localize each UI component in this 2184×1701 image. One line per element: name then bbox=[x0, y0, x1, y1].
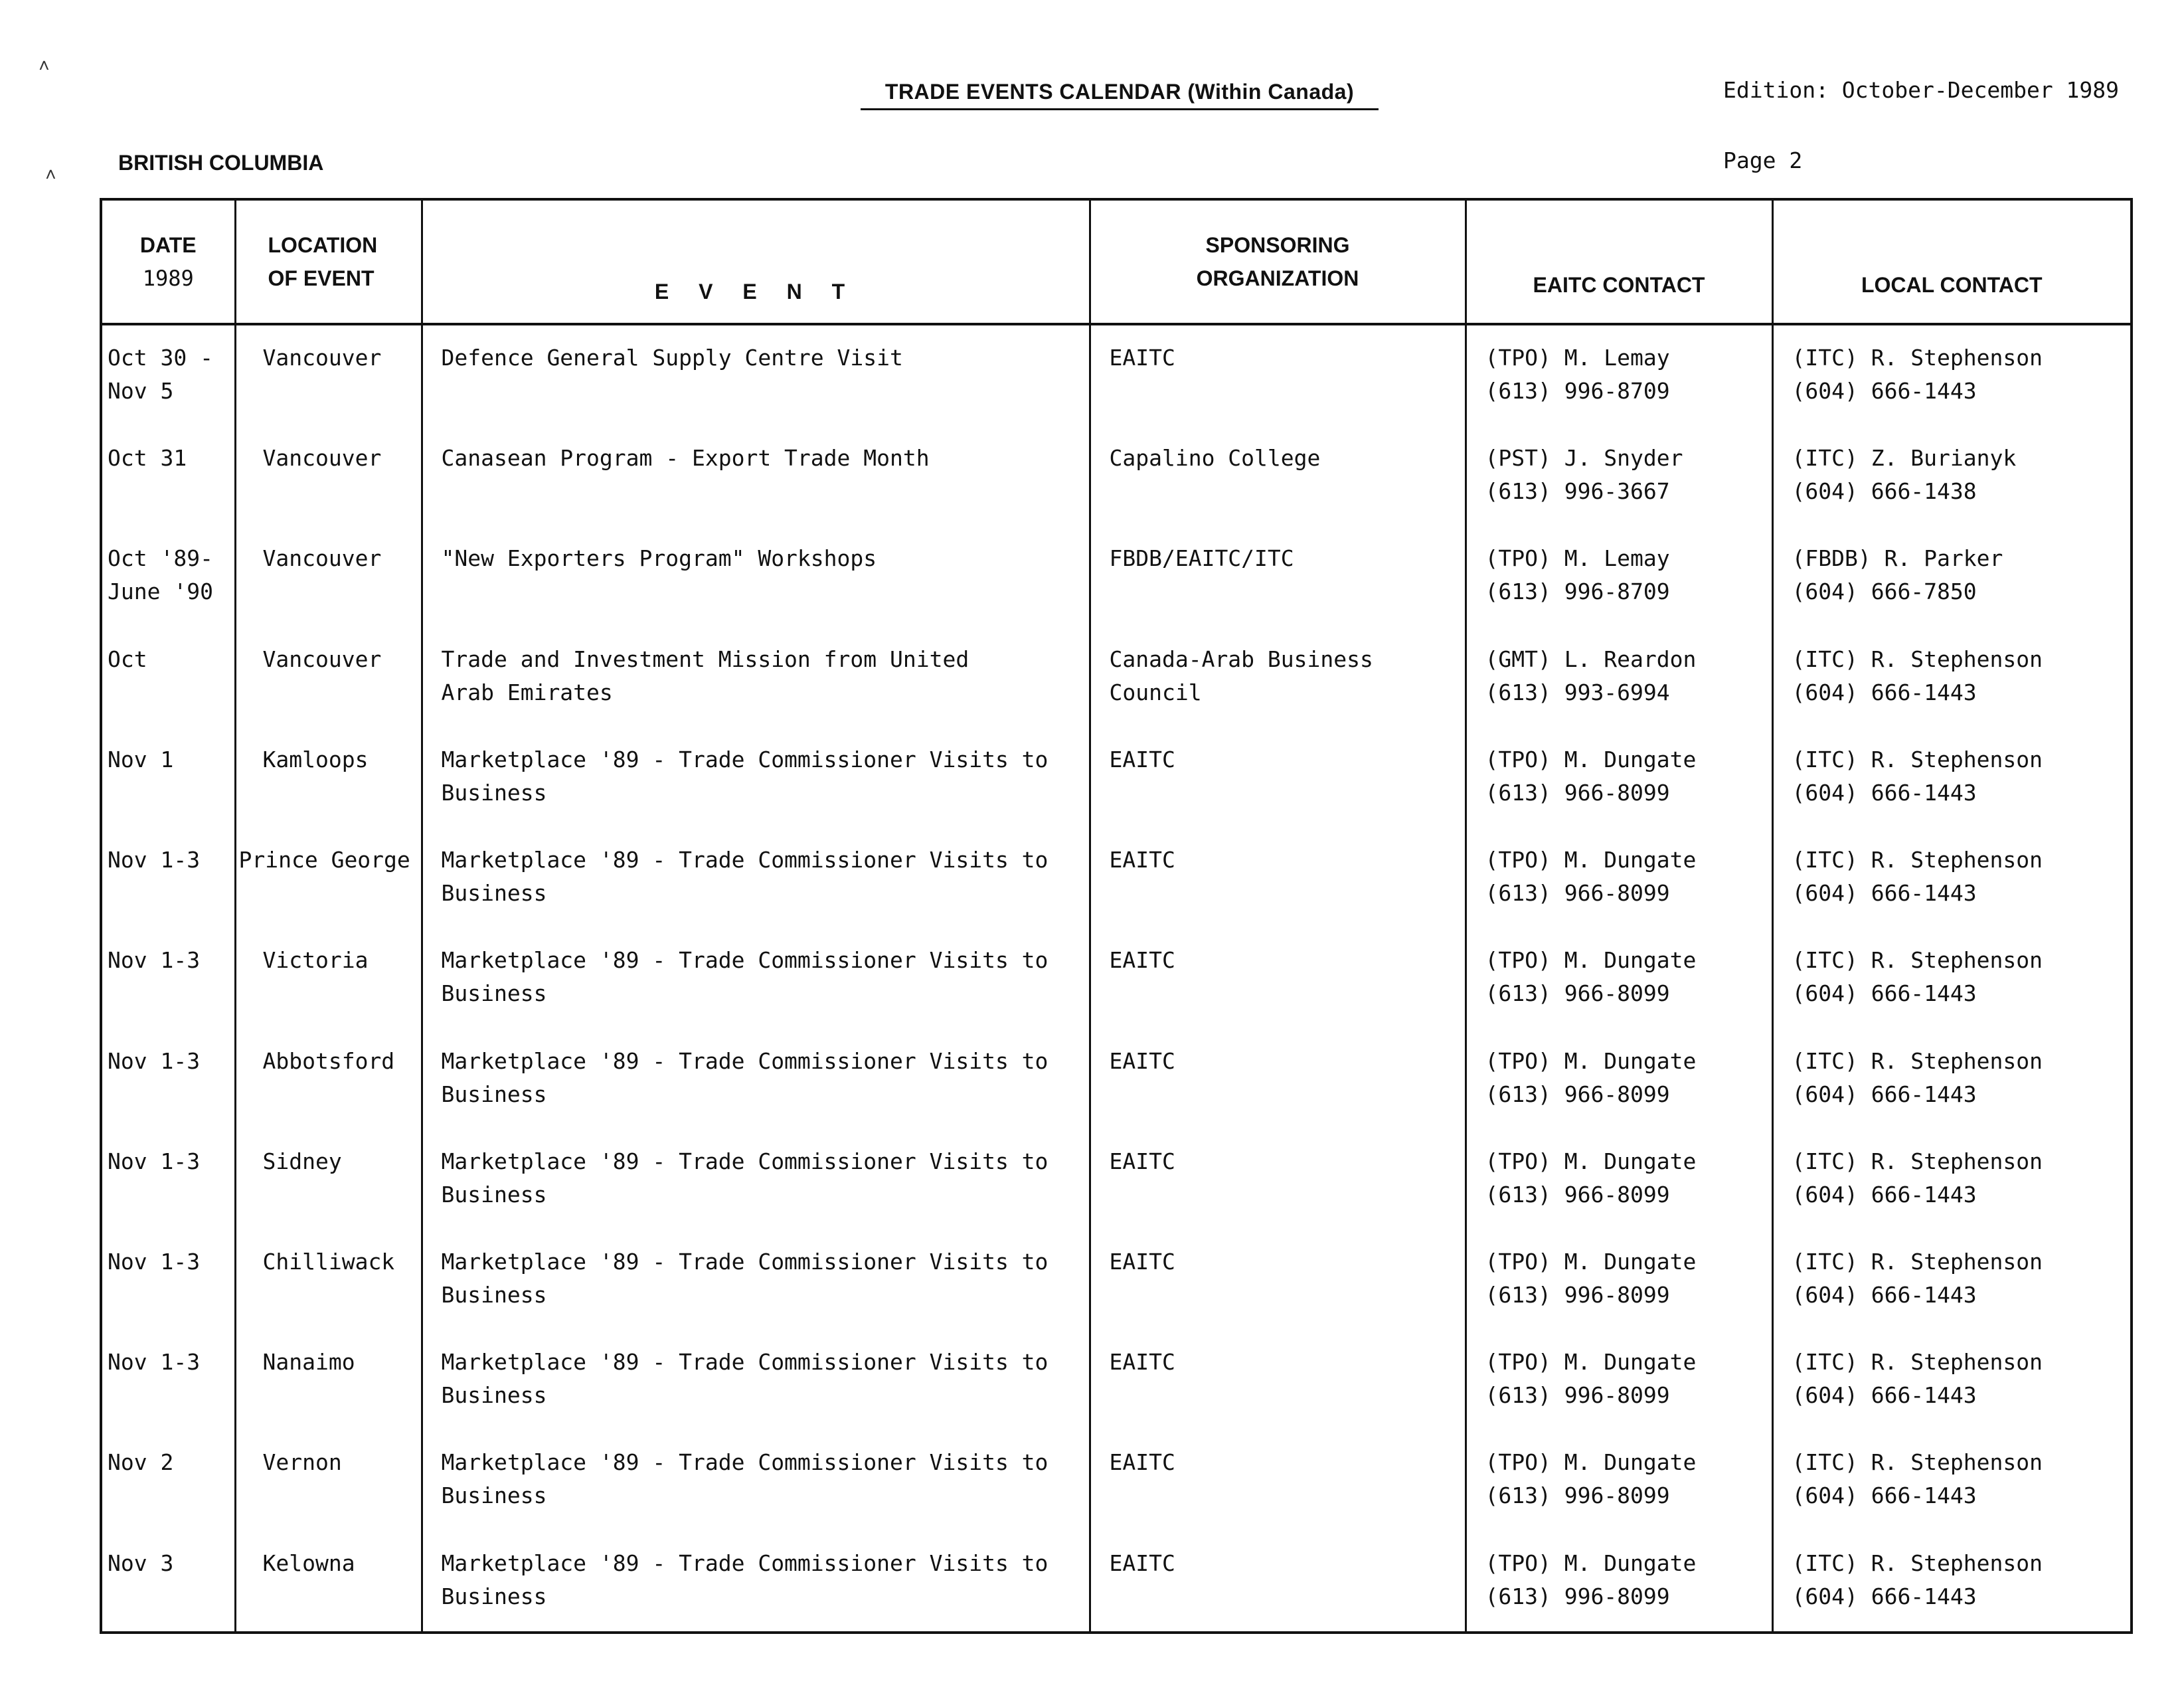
cell-date: Oct 30 - Nov 5 bbox=[101, 324, 235, 426]
table-row bbox=[101, 1029, 2132, 1129]
cell-location: Vancouver bbox=[235, 627, 422, 727]
cell-date: Oct bbox=[101, 627, 235, 727]
cell-event: Marketplace '89 - Trade Commissioner Visits to Business bbox=[422, 928, 1090, 1028]
cell-local-contact: (ITC) R. Stephenson (604) 666-1443 bbox=[1772, 1229, 2132, 1330]
cell-location: Abbotsford bbox=[235, 1029, 422, 1129]
column-header-event: E V E N T bbox=[422, 199, 1090, 324]
table-row bbox=[101, 1531, 2132, 1633]
cell-local-contact: (FBDB) R. Parker (604) 666-7850 bbox=[1772, 526, 2132, 626]
table-row bbox=[101, 828, 2132, 928]
cell-local-contact: (ITC) R. Stephenson (604) 666-1443 bbox=[1772, 1330, 2132, 1430]
cell-date: Nov 1 bbox=[101, 727, 235, 828]
cell-event: Canasean Program - Export Trade Month bbox=[422, 426, 1090, 526]
column-header-eaitc-contact: EAITC CONTACT bbox=[1466, 199, 1772, 324]
cell-eaitc-contact: (TPO) M. Dungate (613) 996-8099 bbox=[1466, 1531, 1772, 1633]
cell-event: Trade and Investment Mission from United Arab Emirates bbox=[422, 627, 1090, 727]
cell-eaitc-contact: (TPO) M. Dungate (613) 996-8099 bbox=[1466, 1430, 1772, 1530]
cell-sponsor: EAITC bbox=[1090, 1029, 1466, 1129]
cell-event: Marketplace '89 - Trade Commissioner Visits to Business bbox=[422, 828, 1090, 928]
cell-eaitc-contact: (TPO) M. Dungate (613) 966-8099 bbox=[1466, 1029, 1772, 1129]
cell-event: Marketplace '89 - Trade Commissioner Visits to Business bbox=[422, 1029, 1090, 1129]
cell-sponsor: EAITC bbox=[1090, 1430, 1466, 1530]
cell-eaitc-contact: (TPO) M. Dungate (613) 966-8099 bbox=[1466, 928, 1772, 1028]
cell-local-contact: (ITC) R. Stephenson (604) 666-1443 bbox=[1772, 1430, 2132, 1530]
scan-mark: ˄ bbox=[39, 54, 50, 76]
column-header-location bbox=[235, 199, 422, 324]
cell-event: Defence General Supply Centre Visit bbox=[422, 324, 1090, 426]
cell-sponsor: Canada-Arab Business Council bbox=[1090, 627, 1466, 727]
column-header-location-line1: LOCATION bbox=[268, 233, 378, 257]
table-row bbox=[101, 928, 2132, 1028]
cell-eaitc-contact: (TPO) M. Dungate (613) 966-8099 bbox=[1466, 1129, 1772, 1229]
cell-location: Sidney bbox=[235, 1129, 422, 1229]
table-header-row bbox=[101, 199, 2132, 324]
cell-event: Marketplace '89 - Trade Commissioner Visits to Business bbox=[422, 1229, 1090, 1330]
cell-eaitc-contact: (TPO) M. Dungate (613) 966-8099 bbox=[1466, 727, 1772, 828]
trade-events-table bbox=[100, 198, 2133, 1634]
table-row bbox=[101, 1129, 2132, 1229]
cell-eaitc-contact: (TPO) M. Dungate (613) 996-8099 bbox=[1466, 1330, 1772, 1430]
cell-sponsor: FBDB/EAITC/ITC bbox=[1090, 526, 1466, 626]
page-title: TRADE EVENTS CALENDAR (Within Canada) bbox=[861, 80, 1379, 110]
scan-mark: ˄ bbox=[45, 163, 56, 185]
cell-location: Victoria bbox=[235, 928, 422, 1028]
cell-local-contact: (ITC) R. Stephenson (604) 666-1443 bbox=[1772, 828, 2132, 928]
cell-date: Nov 1-3 bbox=[101, 928, 235, 1028]
cell-local-contact: (ITC) R. Stephenson (604) 666-1443 bbox=[1772, 928, 2132, 1028]
cell-local-contact: (ITC) R. Stephenson (604) 666-1443 bbox=[1772, 324, 2132, 426]
column-header-sponsor bbox=[1090, 199, 1466, 324]
cell-date: Oct 31 bbox=[101, 426, 235, 526]
table-row bbox=[101, 727, 2132, 828]
cell-location: Vancouver bbox=[235, 426, 422, 526]
column-header-date bbox=[101, 199, 235, 324]
cell-sponsor: EAITC bbox=[1090, 928, 1466, 1028]
page-number: Page 2 bbox=[1723, 147, 1803, 173]
cell-eaitc-contact: (TPO) M. Lemay (613) 996-8709 bbox=[1466, 324, 1772, 426]
cell-date: Nov 1-3 bbox=[101, 1330, 235, 1430]
table-row bbox=[101, 426, 2132, 526]
cell-date: Nov 1-3 bbox=[101, 1129, 235, 1229]
cell-local-contact: (ITC) R. Stephenson (604) 666-1443 bbox=[1772, 1531, 2132, 1633]
cell-sponsor: EAITC bbox=[1090, 1531, 1466, 1633]
cell-local-contact: (ITC) Z. Burianyk (604) 666-1438 bbox=[1772, 426, 2132, 526]
table-row bbox=[101, 1229, 2132, 1330]
cell-eaitc-contact: (TPO) M. Dungate (613) 996-8099 bbox=[1466, 1229, 1772, 1330]
cell-date: Nov 3 bbox=[101, 1531, 235, 1633]
column-header-local-contact: LOCAL CONTACT bbox=[1772, 199, 2132, 324]
cell-location: Kamloops bbox=[235, 727, 422, 828]
column-header-sponsor-line1: SPONSORING bbox=[1205, 233, 1350, 257]
cell-sponsor: EAITC bbox=[1090, 1129, 1466, 1229]
cell-location: Kelowna bbox=[235, 1531, 422, 1633]
cell-eaitc-contact: (TPO) M. Dungate (613) 966-8099 bbox=[1466, 828, 1772, 928]
cell-eaitc-contact: (GMT) L. Reardon (613) 993-6994 bbox=[1466, 627, 1772, 727]
cell-local-contact: (ITC) R. Stephenson (604) 666-1443 bbox=[1772, 727, 2132, 828]
edition-label: Edition: October-December 1989 bbox=[1723, 77, 2120, 103]
cell-event: Marketplace '89 - Trade Commissioner Visits to Business bbox=[422, 1430, 1090, 1530]
cell-local-contact: (ITC) R. Stephenson (604) 666-1443 bbox=[1772, 627, 2132, 727]
cell-event: Marketplace '89 - Trade Commissioner Visits to Business bbox=[422, 1330, 1090, 1430]
cell-sponsor: Capalino College bbox=[1090, 426, 1466, 526]
table-row bbox=[101, 526, 2132, 626]
cell-sponsor: EAITC bbox=[1090, 727, 1466, 828]
cell-location: Vernon bbox=[235, 1430, 422, 1530]
cell-event: Marketplace '89 - Trade Commissioner Visits to Business bbox=[422, 727, 1090, 828]
cell-date: Nov 1-3 bbox=[101, 1029, 235, 1129]
table-row bbox=[101, 324, 2132, 426]
cell-location: Vancouver bbox=[235, 324, 422, 426]
cell-date: Nov 1-3 bbox=[101, 1229, 235, 1330]
cell-sponsor: EAITC bbox=[1090, 828, 1466, 928]
cell-event: Marketplace '89 - Trade Commissioner Visits to Business bbox=[422, 1531, 1090, 1633]
cell-location: Nanaimo bbox=[235, 1330, 422, 1430]
region-heading: BRITISH COLUMBIA bbox=[118, 151, 324, 175]
cell-event: Marketplace '89 - Trade Commissioner Visits to Business bbox=[422, 1129, 1090, 1229]
cell-event: "New Exporters Program" Workshops bbox=[422, 526, 1090, 626]
cell-local-contact: (ITC) R. Stephenson (604) 666-1443 bbox=[1772, 1129, 2132, 1229]
cell-date: Oct '89- June '90 bbox=[101, 526, 235, 626]
column-header-sponsor-line2: ORGANIZATION bbox=[1196, 266, 1359, 290]
cell-sponsor: EAITC bbox=[1090, 324, 1466, 426]
table-row bbox=[101, 627, 2132, 727]
cell-sponsor: EAITC bbox=[1090, 1330, 1466, 1430]
cell-date: Nov 2 bbox=[101, 1430, 235, 1530]
cell-location: Vancouver bbox=[235, 526, 422, 626]
cell-date: Nov 1-3 bbox=[101, 828, 235, 928]
cell-location: Chilliwack bbox=[235, 1229, 422, 1330]
column-header-date-label: DATE bbox=[139, 233, 197, 257]
cell-local-contact: (ITC) R. Stephenson (604) 666-1443 bbox=[1772, 1029, 2132, 1129]
cell-eaitc-contact: (TPO) M. Lemay (613) 996-8709 bbox=[1466, 526, 1772, 626]
cell-eaitc-contact: (PST) J. Snyder (613) 996-3667 bbox=[1466, 426, 1772, 526]
table-row bbox=[101, 1330, 2132, 1430]
table-row bbox=[101, 1430, 2132, 1530]
cell-location: Prince George bbox=[235, 828, 422, 928]
column-header-location-line2: OF EVENT bbox=[268, 266, 375, 290]
cell-sponsor: EAITC bbox=[1090, 1229, 1466, 1330]
column-header-date-year: 1989 bbox=[142, 266, 194, 291]
